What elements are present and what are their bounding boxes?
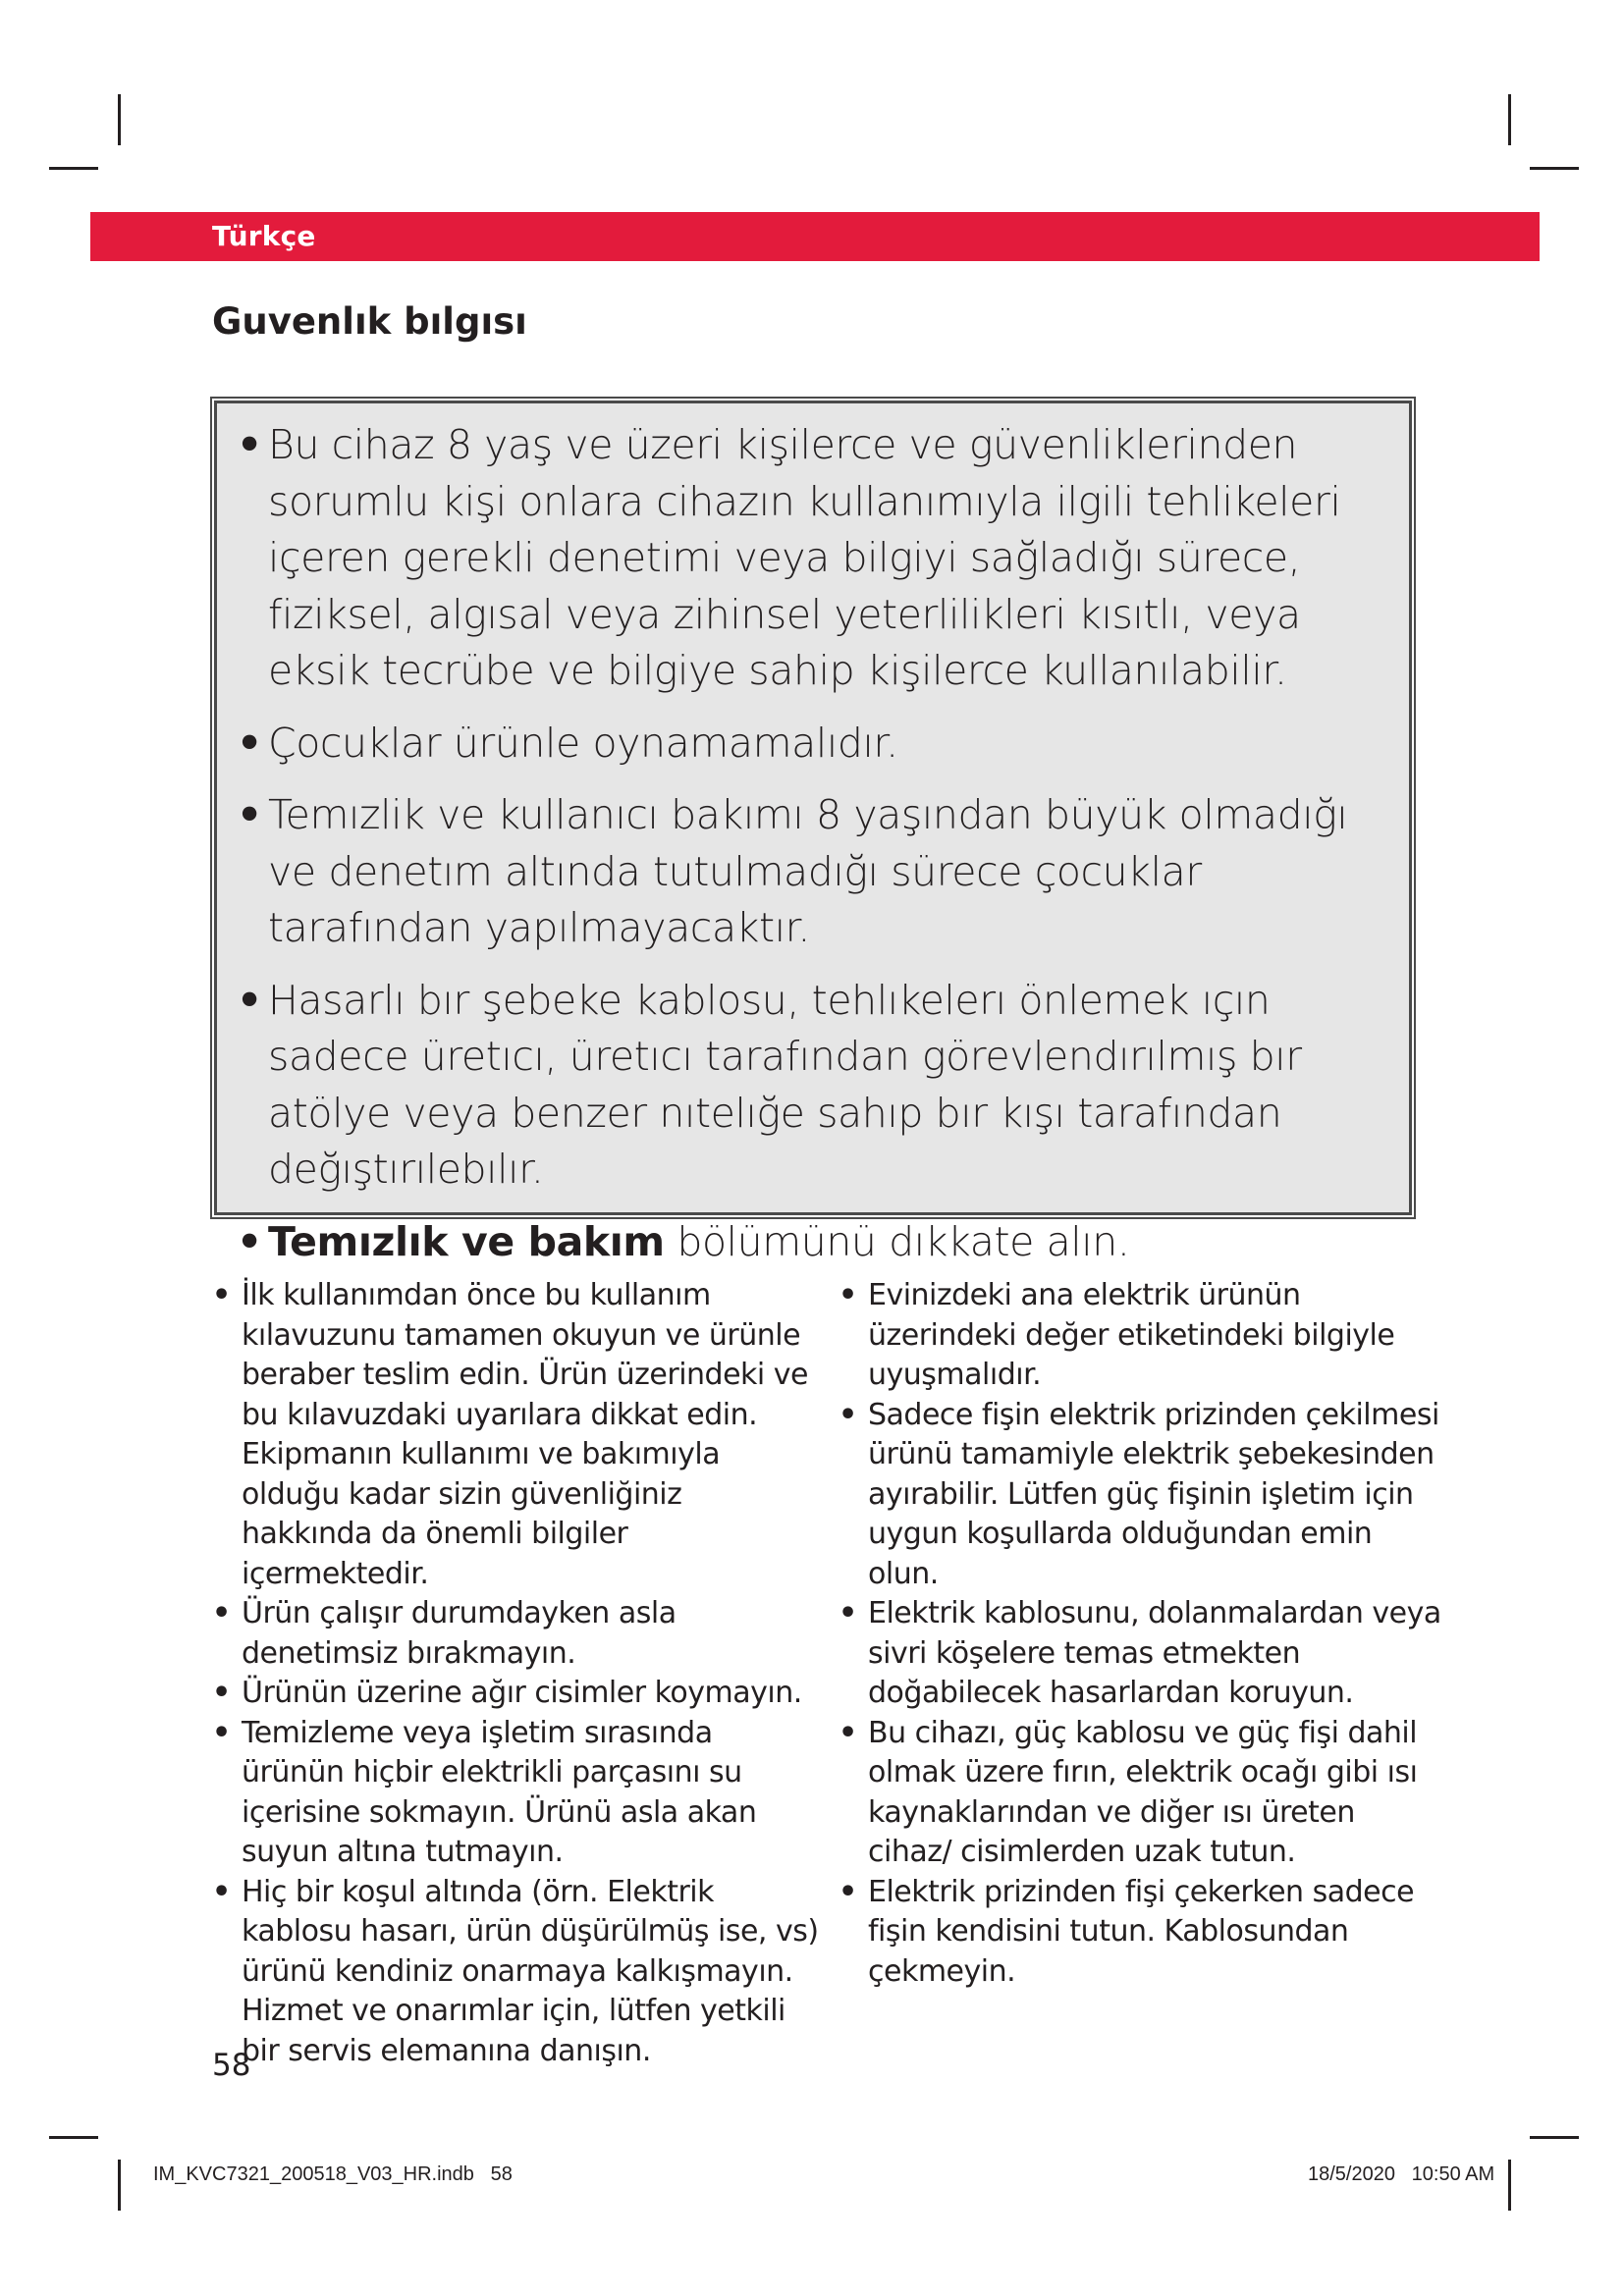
list-item: • Elektrik kablosunu, dolanmalardan veya sivri köşelere temas etmekten doğabilecek hasarlardan koruyun. bbox=[837, 1594, 1445, 1714]
list-item: • Bu cihazı, güç kablosu ve güç fişi dahil olmak üzere fırın, elektrik ocağı gibi ısı kaynaklarından ve diğer ısı üreten cihaz/ cisimlerden uzak tutun. bbox=[837, 1714, 1445, 1873]
section-title: Guvenlık bılgısı bbox=[212, 300, 527, 343]
page-number: 58 bbox=[212, 2048, 251, 2083]
crop-mark-top-left-vertical bbox=[118, 94, 121, 145]
list-item: • Hiç bir koşul altında (örn. Elektrik kablosu hasarı, ürün düşürülmüş ise, vs) ürünü kendiniz onarmaya kalkışmayın. Hizmet ve onarımlar için, lütfen yetkili bir servis elemanına danışın. bbox=[210, 1873, 819, 2072]
crop-mark-bottom-left-vertical bbox=[118, 2160, 121, 2211]
list-item: • Temizleme veya işletim sırasında ürünün hiçbir elektrikli parçasını su içerisine sokmayın. Ürünü asla akan suyun altına tutmayın. bbox=[210, 1714, 819, 1873]
warning-list bbox=[237, 417, 1391, 1270]
crop-mark-bottom-right-horizontal bbox=[1530, 2136, 1579, 2139]
left-safety-list bbox=[210, 1276, 819, 2071]
crop-mark-bottom-left-horizontal bbox=[49, 2136, 98, 2139]
warning-item: • Hasarlı bır şebeke kablosu, tehlıkelerı önlemek ıçın sadece üretıcı, üretıcı tarafından görevlendırılmış bır atölye veya benzer nıtelığe sahıp bır kışı tarafından değıştırılebılır. bbox=[237, 973, 1391, 1199]
list-item: • Ürünün üzerine ağır cisimler koymayın. bbox=[210, 1674, 819, 1714]
list-item: • Elektrik prizinden fişi çekerken sadece fişin kendisini tutun. Kablosundan çekmeyin. bbox=[837, 1873, 1445, 1993]
crop-mark-top-right-vertical bbox=[1508, 94, 1511, 145]
crop-mark-top-right-horizontal bbox=[1530, 167, 1579, 170]
print-slug-date: 18/5/2020 10:50 AM bbox=[1308, 2163, 1495, 2185]
crop-mark-top-left-horizontal bbox=[49, 167, 98, 170]
warning-item: • Bu cihaz 8 yaş ve üzeri kişilerce ve güvenliklerinden sorumlu kişi onlara cihazın kullanımıyla ilgili tehlikeleri içeren gerekli denetimi veya bilgiyi sağladığı sürece, fiziksel, algısal veya zihinsel yeterlilikleri kısıtlı, veya eksik tecrübe ve bilgiye sahip kişilerce kullanılabilir. bbox=[237, 417, 1391, 700]
language-header-bar bbox=[90, 212, 1540, 261]
print-slug-file: IM_KVC7321_200518_V03_HR.indb 58 bbox=[153, 2163, 513, 2185]
warning-item-cleaning bbox=[237, 1214, 1391, 1271]
language-label: Türkçe bbox=[212, 220, 316, 252]
list-item: • Evinizdeki ana elektrik ürünün üzerindeki değer etiketindeki bilgiyle uyuşmalıdır. bbox=[837, 1276, 1445, 1396]
list-item: • İlk kullanımdan önce bu kullanım kılavuzunu tamamen okuyun ve ürünle beraber teslim edin. Ürün üzerindeki ve bu kılavuzdaki uyarılara dikkat edin. Ekipmanın kullanımı ve bakımıyla olduğu kadar sizin güvenliğiniz hakkında da önemli bilgiler içermektedir. bbox=[210, 1276, 819, 1594]
cleaning-section-reference: Temızlık ve bakım bbox=[268, 1217, 665, 1265]
left-column bbox=[210, 1276, 819, 2071]
cleaning-section-reference-rest: bölümünü dıkkate alın. bbox=[664, 1217, 1130, 1265]
right-column bbox=[837, 1276, 1445, 1992]
safety-warning-box bbox=[214, 400, 1412, 1265]
list-item: • Sadece fişin elektrik prizinden çekilmesi ürünü tamamiyle elektrik şebekesinden ayırabilir. Lütfen güç fişinin işletim için uygun koşullarda olduğundan emin olun. bbox=[837, 1396, 1445, 1595]
right-safety-list bbox=[837, 1276, 1445, 1992]
warning-item: • Temızlik ve kullanıcı bakımı 8 yaşından büyük olmadığı ve denetım altında tutulmadığı sürece çocuklar tarafından yapılmayacaktır. bbox=[237, 787, 1391, 957]
crop-mark-bottom-right-vertical bbox=[1508, 2160, 1511, 2211]
list-item: • Ürün çalışır durumdayken asla denetimsiz bırakmayın. bbox=[210, 1594, 819, 1674]
warning-item: • Çocuklar ürünle oynamamalıdır. bbox=[237, 716, 1391, 773]
